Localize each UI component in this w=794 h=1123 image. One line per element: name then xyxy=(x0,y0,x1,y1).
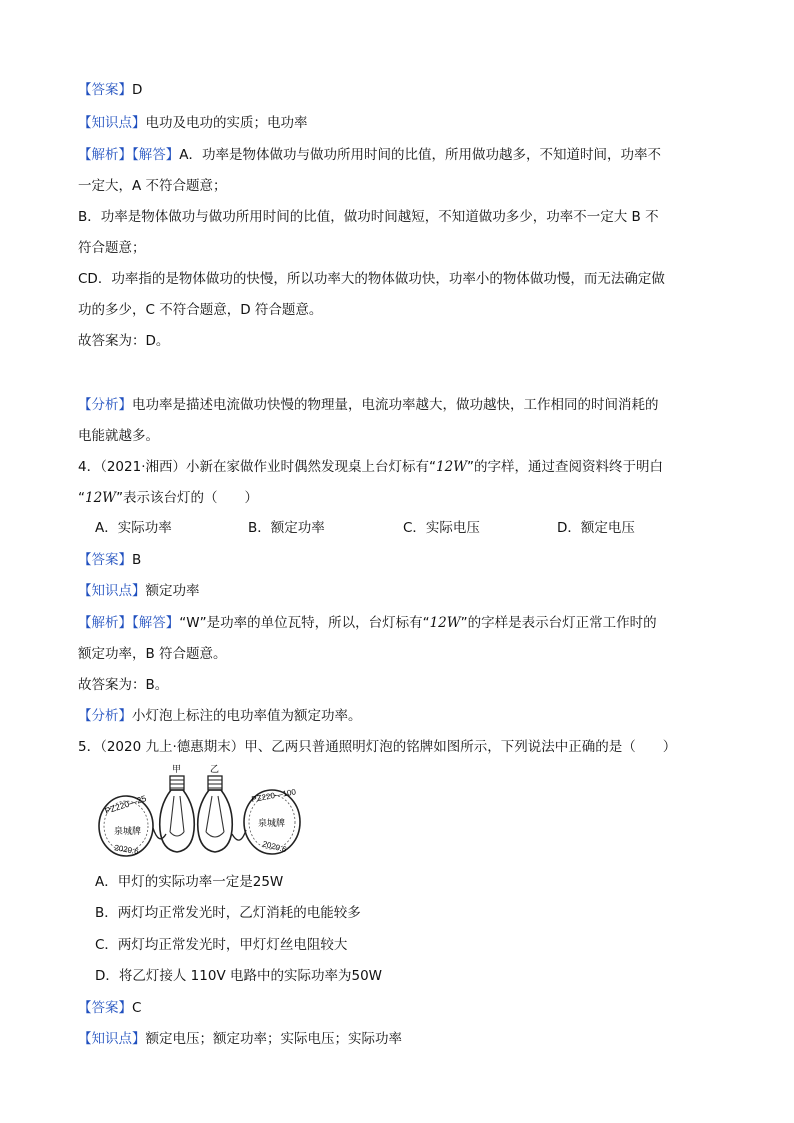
q3-knowledge-value: 电功及电功的实质；电功率 xyxy=(145,115,308,131)
q4-stem-text-1a: 4．（2021·湘西）小新在家做作业时偶然发现桌上台灯标有“ xyxy=(78,459,436,475)
right-connector xyxy=(232,830,246,840)
knowledge-tag: 【知识点】 xyxy=(78,583,146,599)
answer-tag: 【答案】 xyxy=(78,1000,132,1016)
answer-tag: 【答案】 xyxy=(78,552,132,568)
right-bulb-filament xyxy=(206,796,224,837)
analysis-tag: 【分析】 xyxy=(78,397,132,413)
q3-analysis-text-1: 电功率是描述电流做功快慢的物理量，电流功率越大，做功越快，工作相同的时间消耗的 xyxy=(132,397,659,413)
analysis-tag: 【分析】 xyxy=(78,708,132,724)
q3-analysis-line-2: 电能就越多。 xyxy=(78,428,159,444)
solution-tag: 【解答】 xyxy=(132,615,180,631)
right-plate-date: 2020.6 xyxy=(261,839,288,855)
right-bulb-glass xyxy=(198,790,233,852)
q4-unit-3: 12W xyxy=(429,615,461,631)
right-plate-brand: 泉城牌 xyxy=(258,819,286,829)
q4-stem-line-1 xyxy=(78,457,663,477)
label-jia: 甲 xyxy=(172,765,182,775)
q4-explain-line-1 xyxy=(78,613,657,633)
q3-explain-line-3: B．功率是物体做功与做功所用时间的比值，做功时间越短，不知道做功多少，功率不一定大 B 不 xyxy=(78,209,659,225)
q4-option-d: D．额定电压 xyxy=(557,520,635,536)
q4-option-b: B．额定功率 xyxy=(248,520,325,536)
q4-explain-line-2: 额定功率，B 符合题意。 xyxy=(78,646,227,662)
answer-tag: 【答案】 xyxy=(78,82,132,98)
q4-stem-text-1b: ”的字样，通过查阅资料终于明白 xyxy=(467,459,664,475)
q4-stem-line-2 xyxy=(78,488,258,508)
q4-explain-text-1b: ”的字样是表示台灯正常工作时的 xyxy=(460,615,657,631)
q5-stem: 5．（2020 九上·德惠期末）甲、乙两只普通照明灯泡的铭牌如图所示，下列说法中正确的是（ ） xyxy=(78,739,677,755)
left-bulb-filament xyxy=(170,796,184,836)
q3-explain-line-2: 一定大，A 不符合题意； xyxy=(78,178,227,194)
q5-option-a: A．甲灯的实际功率一定是25W xyxy=(95,874,284,890)
q3-explain-text-1: A．功率是物体做功与做功所用时间的比值，所用做功越多，不知道时间，功率不 xyxy=(179,147,661,163)
q4-conclusion: 故答案为：B。 xyxy=(78,677,169,693)
solution-tag: 【解答】 xyxy=(132,147,180,163)
q4-stem-text-2a: “ xyxy=(78,490,85,506)
q5-knowledge-value: 额定电压；额定功率；实际电压；实际功率 xyxy=(145,1031,402,1047)
q3-explain-line-6: 功的多少，C 不符合题意，D 符合题意。 xyxy=(78,302,323,318)
q4-knowledge-line xyxy=(78,581,200,601)
q4-unit-1: 12W xyxy=(435,459,468,475)
knowledge-tag: 【知识点】 xyxy=(78,115,146,131)
q4-stem-text-2b: ”表示该台灯的（ ） xyxy=(116,490,259,506)
explain-tag: 【解析】 xyxy=(78,147,132,163)
q5-option-c: C．两灯均正常发光时，甲灯灯丝电阻较大 xyxy=(95,937,348,953)
q4-option-a: A．实际功率 xyxy=(95,520,172,536)
q3-answer-line xyxy=(78,80,142,100)
right-plate-model: PZ220—100 xyxy=(250,787,297,804)
knowledge-tag: 【知识点】 xyxy=(78,1031,146,1047)
left-plate-date: 2020.6 xyxy=(113,843,140,857)
q4-knowledge-value: 额定功率 xyxy=(145,583,200,599)
q5-answer-value: C xyxy=(132,1000,142,1016)
left-plate-brand: 泉城牌 xyxy=(114,827,142,837)
explain-tag: 【解析】 xyxy=(78,615,132,631)
q5-option-b: B．两灯均正常发光时，乙灯消耗的电能较多 xyxy=(95,905,361,921)
left-plate-model: PZ220—25 xyxy=(103,793,148,816)
q3-conclusion: 故答案为：D。 xyxy=(78,333,170,349)
q5-option-d: D．将乙灯接人 110V 电路中的实际功率为50W xyxy=(95,968,383,984)
q3-answer-value: D xyxy=(132,82,143,98)
q4-explain-text-1a: “W”是功率的单位瓦特，所以，台灯标有“ xyxy=(179,615,430,631)
bulb-nameplate-figure xyxy=(96,762,302,862)
left-bulb-glass xyxy=(160,790,195,852)
q3-explain-line-4: 符合题意； xyxy=(78,240,146,256)
q3-explain-line-1 xyxy=(78,145,661,165)
q4-answer-line xyxy=(78,550,141,570)
q4-option-c: C．实际电压 xyxy=(403,520,480,536)
q5-knowledge-line xyxy=(78,1029,402,1049)
q4-analysis-text: 小灯泡上标注的电功率值为额定功率。 xyxy=(132,708,362,724)
q4-analysis-line xyxy=(78,706,362,726)
q4-unit-2: 12W xyxy=(85,490,117,506)
q4-answer-value: B xyxy=(132,552,142,568)
q3-knowledge-line xyxy=(78,113,308,133)
label-yi: 乙 xyxy=(210,765,220,775)
q5-answer-line xyxy=(78,998,141,1018)
q3-explain-line-5: CD．功率指的是物体做功的快慢，所以功率大的物体做功快，功率小的物体做功慢，而无法确定做 xyxy=(78,271,665,287)
q3-analysis-line-1 xyxy=(78,395,659,415)
bulb-figure-svg xyxy=(96,762,302,862)
